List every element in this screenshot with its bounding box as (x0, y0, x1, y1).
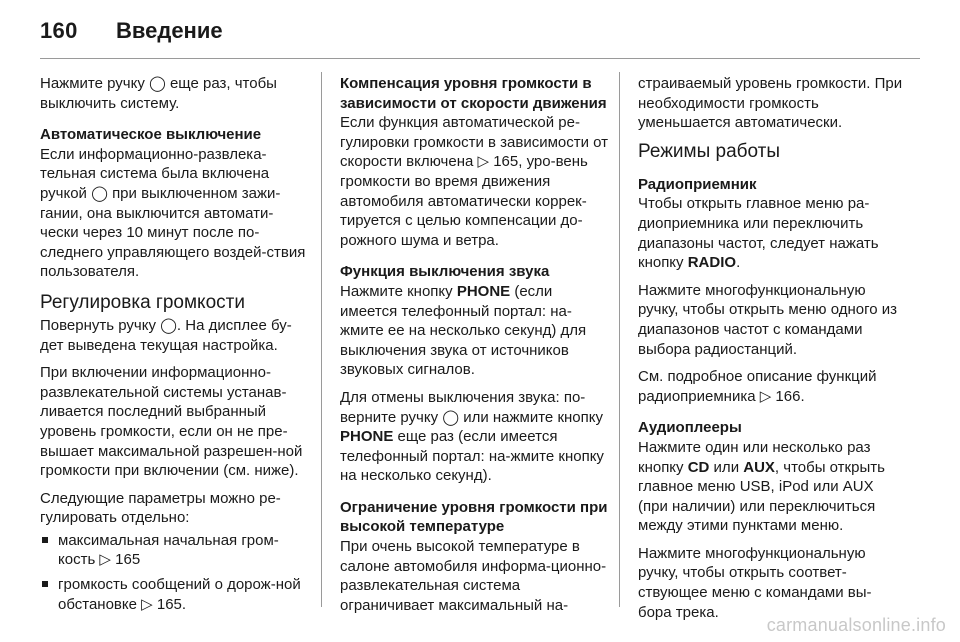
subheading-auto-off: Автоматическое выключение (40, 126, 262, 144)
subheading-radio: Радиоприемник (638, 175, 757, 193)
subheading-speed-compensation: Компенсация уровня громкости в зависимости от скорости движения (340, 75, 607, 112)
list-item: максимальная начальная гром-кость ▷ 165 (40, 531, 312, 570)
page-title: Введение (116, 18, 223, 43)
paragraph: страиваемый уровень громкости. При необходимости громкость уменьшается автоматически. (638, 75, 903, 132)
column-1 (40, 74, 312, 619)
bullet-square-icon (42, 537, 48, 543)
phone-button-label: PHONE (340, 428, 394, 446)
paragraph: Повернуть ручку ◯. На дисплее бу-дет выведена текущая настройка. (40, 316, 292, 354)
list-item: громкость сообщений о дорож-ной обстановке ▷ 165. (40, 575, 312, 614)
bullet-list (40, 531, 312, 614)
phone-button-label: PHONE (456, 282, 511, 300)
aux-button-label: AUX (743, 458, 775, 476)
paragraph: Если функция автоматической ре-гулировки громкости в зависимости от скорости включена ▷ 165, уро-вень громкости во время движения автомобиля автоматически коррек-тируется с целью компенсации до-рожного шума и ветра. (340, 114, 609, 249)
paragraph: См. подробное описание функций радиоприемника ▷ 166. (638, 368, 877, 405)
subheading-temperature-limit: Ограничение уровня громкости при высокой температуре (340, 498, 608, 536)
page-number: 160 (40, 18, 78, 43)
paragraph: Нажмите многофункциональную ручку, чтобы открыть соответ-ствующее меню с командами вы-бора трека. (638, 544, 872, 621)
cd-button-label: CD (687, 458, 710, 476)
column-divider-2 (619, 72, 620, 607)
header-divider (40, 58, 920, 59)
subheading-mute: Функция выключения звука (340, 263, 550, 281)
paragraph: При включении информационно-развлекательной системы устанав-ливается последний выбранный уровень громкости, если он не пре-вышает максимальной разрешен-ной громкости при включении (см. ниже). (40, 364, 303, 480)
paragraph: Нажмите многофункциональную ручку, чтобы открыть меню одного из диапазонов частот с командами выбора радиостанций. (638, 281, 898, 358)
bullet-square-icon (42, 581, 48, 587)
radio-button-label: RADIO (687, 254, 737, 272)
watermark: carmanualsonline.info (766, 615, 946, 635)
paragraph: Следующие параметры можно ре-гулировать отдельно: (40, 489, 281, 527)
column-3 (638, 74, 904, 630)
column-2 (340, 74, 612, 623)
paragraph: Для отмены выключения звука: по-верните ручку ◯ или нажмите кнопку PHONE еще раз (если имеется телефонный портал: на-жмите кнопку на несколько секунд). (340, 388, 604, 485)
paragraph: Нажмите один или несколько раз кнопку CD или AUX, чтобы открыть главное меню USB, iPod или AUX (при наличии) или переключиться между этими пунктами меню. (638, 438, 885, 535)
page-header (0, 0, 960, 64)
heading-operating-modes: Режимы работы (638, 140, 781, 162)
paragraph: Чтобы открыть главное меню ра-диоприемника или переключить диапазоны частот, следует нажать кнопку RADIO. (638, 195, 879, 272)
paragraph: Если информационно-развлека-тельная система была включена ручкой ◯ при выключенном зажи-гании, она выключится автомати-чески через 10 минут после по-следнего управляющего воздей-ствия пользователя. (40, 145, 306, 281)
paragraph: Нажмите кнопку PHONE (если имеется телефонный портал: на-жмите ее на несколько секунд) для выключения звука от источников звуковых сигналов. (340, 282, 587, 379)
subheading-audio-players: Аудиоплееры (638, 419, 742, 437)
heading-volume: Регулировка громкости (40, 291, 245, 313)
column-divider-1 (321, 72, 322, 607)
paragraph: При очень высокой температуре в салоне автомобиля информа-ционно-развлекательная система ограничивает максимальный на- (340, 538, 607, 614)
paragraph: Нажмите ручку ◯ еще раз, чтобы выключить систему. (40, 75, 277, 112)
